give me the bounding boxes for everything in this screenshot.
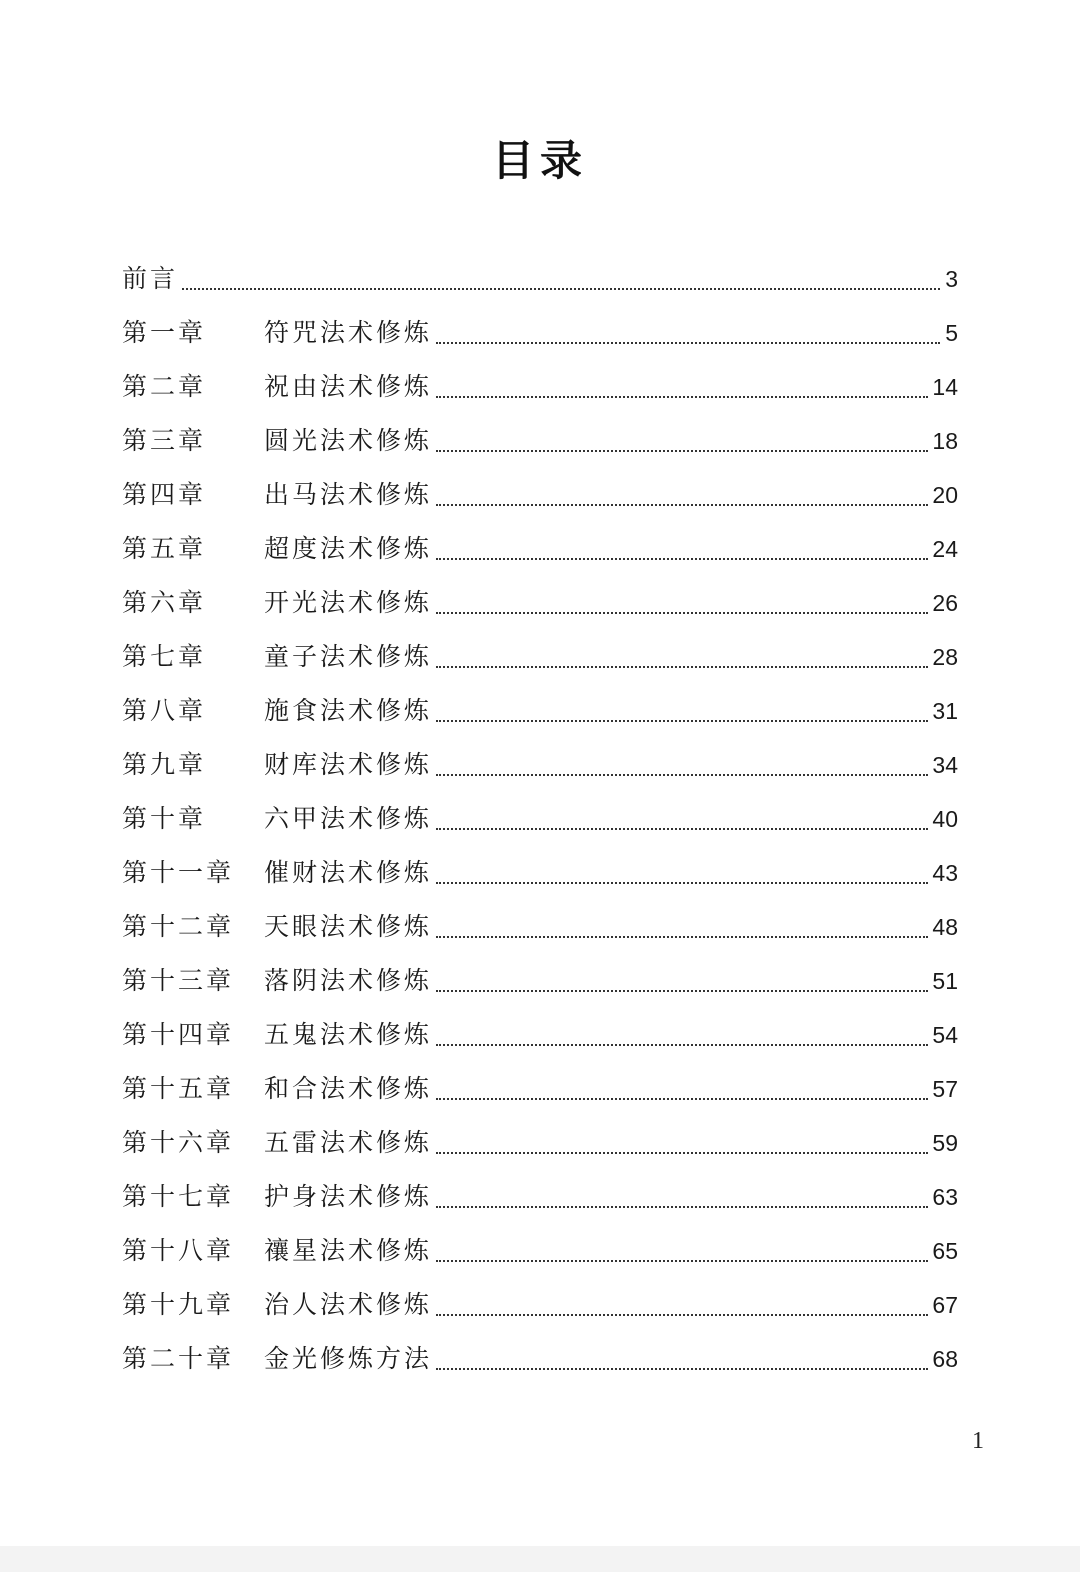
toc-page-number: 68 bbox=[932, 1346, 958, 1372]
toc-page-number: 26 bbox=[932, 590, 958, 616]
toc-chapter-number: 第十二章 bbox=[122, 912, 235, 941]
toc-page-number: 40 bbox=[932, 806, 958, 832]
toc-page-number: 14 bbox=[932, 374, 958, 400]
toc-dot-leader bbox=[436, 449, 928, 452]
toc-entry[interactable] bbox=[122, 1332, 958, 1386]
toc-chapter-title: 开光法术修炼 bbox=[264, 588, 433, 617]
toc-entry[interactable] bbox=[122, 1116, 958, 1170]
toc-page-number: 63 bbox=[932, 1184, 958, 1210]
toc-chapter-number: 第七章 bbox=[122, 642, 207, 671]
toc-page-number: 59 bbox=[932, 1130, 958, 1156]
toc-page-number: 67 bbox=[932, 1292, 958, 1318]
toc-chapter-number: 第二章 bbox=[122, 372, 207, 401]
toc-page-number: 18 bbox=[932, 428, 958, 454]
toc-entry[interactable] bbox=[122, 468, 958, 522]
toc-chapter-title: 圆光法术修炼 bbox=[264, 426, 433, 455]
toc-chapter-title: 财库法术修炼 bbox=[264, 750, 433, 779]
toc-entry[interactable] bbox=[122, 846, 958, 900]
toc-dot-leader bbox=[436, 827, 928, 830]
toc-entry[interactable] bbox=[122, 252, 958, 306]
toc-chapter-title: 催财法术修炼 bbox=[264, 858, 433, 887]
toc-page-number: 51 bbox=[932, 968, 958, 994]
toc-page-number: 20 bbox=[932, 482, 958, 508]
toc-entry[interactable] bbox=[122, 1062, 958, 1116]
toc-chapter-number: 第五章 bbox=[122, 534, 207, 563]
footer-page-number: 1 bbox=[972, 1428, 984, 1454]
toc-dot-leader bbox=[436, 719, 928, 722]
toc-entry[interactable] bbox=[122, 306, 958, 360]
toc-chapter-title: 六甲法术修炼 bbox=[264, 804, 433, 833]
toc-chapter-title: 五雷法术修炼 bbox=[264, 1128, 433, 1157]
toc-dot-leader bbox=[436, 665, 928, 668]
toc-chapter-title: 出马法术修炼 bbox=[264, 480, 433, 509]
toc-chapter-title: 祝由法术修炼 bbox=[264, 372, 433, 401]
toc-chapter-title: 五鬼法术修炼 bbox=[264, 1020, 433, 1049]
toc-page-number: 34 bbox=[932, 752, 958, 778]
toc-chapter-number: 第六章 bbox=[122, 588, 207, 617]
toc-dot-leader bbox=[436, 773, 928, 776]
toc-page-number: 31 bbox=[932, 698, 958, 724]
toc-chapter-number: 第十三章 bbox=[122, 966, 235, 995]
toc-chapter-title: 和合法术修炼 bbox=[264, 1074, 433, 1103]
toc-chapter-number: 第十九章 bbox=[122, 1290, 235, 1319]
toc-entry[interactable] bbox=[122, 576, 958, 630]
toc-dot-leader bbox=[436, 935, 928, 938]
page-title: 目录 bbox=[491, 136, 588, 185]
toc-chapter-number: 第四章 bbox=[122, 480, 207, 509]
toc-chapter-title: 金光修炼方法 bbox=[264, 1344, 433, 1373]
toc-chapter-title: 超度法术修炼 bbox=[264, 534, 433, 563]
toc-dot-leader bbox=[436, 1313, 928, 1316]
toc-chapter-number: 第十一章 bbox=[122, 858, 235, 887]
toc-page-number: 57 bbox=[932, 1076, 958, 1102]
toc-entry[interactable] bbox=[122, 630, 958, 684]
toc-chapter-number: 第八章 bbox=[122, 696, 207, 725]
toc-dot-leader bbox=[436, 1205, 928, 1208]
toc-entry[interactable] bbox=[122, 1278, 958, 1332]
toc-dot-leader bbox=[436, 1259, 928, 1262]
toc-dot-leader bbox=[436, 1367, 928, 1370]
toc-entry[interactable] bbox=[122, 1170, 958, 1224]
toc-chapter-number: 第二十章 bbox=[122, 1344, 235, 1373]
toc-dot-leader bbox=[436, 1097, 928, 1100]
toc-page-number: 65 bbox=[932, 1238, 958, 1264]
toc-entry[interactable] bbox=[122, 360, 958, 414]
toc-entry[interactable] bbox=[122, 900, 958, 954]
toc-chapter-number: 第十章 bbox=[122, 804, 207, 833]
toc-entry[interactable] bbox=[122, 792, 958, 846]
toc-dot-leader bbox=[436, 1043, 928, 1046]
toc-entry[interactable] bbox=[122, 1008, 958, 1062]
toc-entry[interactable] bbox=[122, 414, 958, 468]
toc-chapter-title: 落阴法术修炼 bbox=[264, 966, 433, 995]
toc-dot-leader bbox=[436, 1151, 928, 1154]
toc-chapter-title: 天眼法术修炼 bbox=[264, 912, 433, 941]
toc-entry[interactable] bbox=[122, 738, 958, 792]
toc-page-number: 5 bbox=[945, 320, 958, 346]
toc-page-number: 54 bbox=[932, 1022, 958, 1048]
toc-page-number: 28 bbox=[932, 644, 958, 670]
toc-dot-leader bbox=[182, 287, 940, 290]
toc-chapter-number: 前言 bbox=[122, 264, 179, 293]
toc-chapter-title: 护身法术修炼 bbox=[264, 1182, 433, 1211]
toc-chapter-number: 第十五章 bbox=[122, 1074, 235, 1103]
table-of-contents bbox=[122, 252, 958, 1386]
toc-page-number: 3 bbox=[945, 266, 958, 292]
toc-dot-leader bbox=[436, 881, 928, 884]
toc-chapter-number: 第十七章 bbox=[122, 1182, 235, 1211]
toc-chapter-number: 第三章 bbox=[122, 426, 207, 455]
scan-edge-strip bbox=[0, 1546, 1080, 1572]
toc-entry[interactable] bbox=[122, 684, 958, 738]
toc-dot-leader bbox=[436, 557, 928, 560]
toc-chapter-number: 第九章 bbox=[122, 750, 207, 779]
toc-chapter-number: 第十八章 bbox=[122, 1236, 235, 1265]
toc-chapter-title: 禳星法术修炼 bbox=[264, 1236, 433, 1265]
toc-dot-leader bbox=[436, 395, 928, 398]
toc-page-number: 24 bbox=[932, 536, 958, 562]
toc-entry[interactable] bbox=[122, 954, 958, 1008]
toc-chapter-number: 第十六章 bbox=[122, 1128, 235, 1157]
toc-chapter-title: 施食法术修炼 bbox=[264, 696, 433, 725]
toc-dot-leader bbox=[436, 611, 928, 614]
toc-page-number: 43 bbox=[932, 860, 958, 886]
toc-page-number: 48 bbox=[932, 914, 958, 940]
toc-entry[interactable] bbox=[122, 1224, 958, 1278]
toc-entry[interactable] bbox=[122, 522, 958, 576]
toc-chapter-title: 治人法术修炼 bbox=[264, 1290, 433, 1319]
toc-dot-leader bbox=[436, 503, 928, 506]
toc-chapter-number: 第一章 bbox=[122, 318, 207, 347]
toc-chapter-number: 第十四章 bbox=[122, 1020, 235, 1049]
toc-dot-leader bbox=[436, 989, 928, 992]
toc-dot-leader bbox=[436, 341, 940, 344]
toc-chapter-title: 童子法术修炼 bbox=[264, 642, 433, 671]
toc-chapter-title: 符咒法术修炼 bbox=[264, 318, 433, 347]
